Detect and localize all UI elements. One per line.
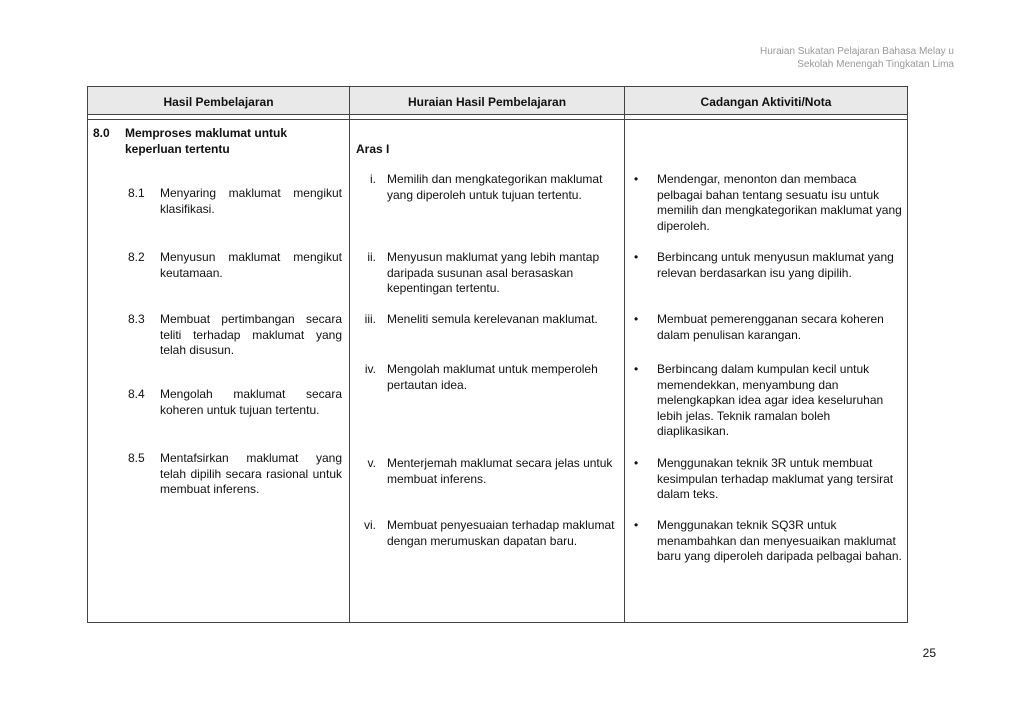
activity-text: Berbincang untuk menyusun maklumat yang relevan berdasarkan isu yang dipilih.: [657, 250, 894, 280]
description-roman: iv.: [364, 362, 376, 376]
main-outcome-number: 8.0: [93, 126, 110, 140]
description-roman: vi.: [364, 518, 376, 532]
description-roman: iii.: [364, 312, 376, 326]
outcome-number: 8.2: [128, 250, 145, 264]
column-divider-2: [624, 86, 625, 623]
bullet-icon: •: [634, 250, 639, 264]
description-roman: ii.: [367, 250, 376, 264]
outcome-number: 8.3: [128, 312, 145, 326]
running-header: [760, 45, 954, 71]
outcome-text: Menyusun maklumat mengikut keutamaan.: [160, 250, 342, 280]
bullet-icon: •: [634, 518, 639, 532]
bullet-icon: •: [634, 312, 639, 326]
activity-text: Menggunakan teknik SQ3R untuk menambahkan dan menyesuaikan maklumat baru yang diperoleh daripada pelbagai bahan.: [657, 518, 902, 563]
description-text: Memilih dan mengkategorikan maklumat yang diperoleh untuk tujuan tertentu.: [387, 172, 603, 202]
outcome-number: 8.5: [128, 451, 145, 465]
description-text: Meneliti semula kerelevanan maklumat.: [387, 312, 598, 326]
column-divider-1: [349, 86, 350, 623]
bullet-icon: •: [634, 362, 639, 376]
description-roman: v.: [367, 456, 376, 470]
outcome-number: 8.1: [128, 186, 145, 200]
header-rule-2: [87, 119, 908, 120]
activity-text: Berbincang dalam kumpulan kecil untuk memendekkan, menyambung dan melengkapkan idea agar idea keseluruhan lebih jelas. Teknik ramalan boleh diaplikasikan.: [657, 362, 884, 438]
running-header-line-2: Sekolah Menengah Tingkatan Lima: [797, 59, 954, 70]
description-roman: i.: [370, 172, 376, 186]
description-text: Menyusun maklumat yang lebih mantap daripada susunan asal berasaskan kepentingan tertentu.: [387, 250, 600, 295]
main-outcome-title: Memproses maklumat untuk keperluan tertentu: [125, 126, 288, 156]
column-header-hasil: Hasil Pembelajaran: [163, 95, 274, 109]
description-text: Mengolah maklumat untuk memperoleh pertautan idea.: [387, 362, 598, 392]
outcome-text: Menyaring maklumat mengikut klasifikasi.: [160, 186, 342, 216]
running-header-line-1: Huraian Sukatan Pelajaran Bahasa Melay u: [759, 46, 954, 57]
outcome-text: Membuat pertimbangan secara teliti terhadap maklumat yang telah disusun.: [160, 312, 342, 357]
outcome-text: Mengolah maklumat secara koheren untuk tujuan tertentu.: [160, 387, 342, 417]
bullet-icon: •: [634, 456, 639, 470]
bullet-icon: •: [634, 172, 639, 186]
description-text: Menterjemah maklumat secara jelas untuk membuat inferens.: [387, 456, 613, 486]
page-number: 25: [922, 646, 936, 660]
column-header-cadangan: Cadangan Aktiviti/Nota: [700, 95, 832, 109]
activity-text: Membuat pemerengganan secara koheren dalam penulisan karangan.: [657, 312, 884, 342]
header-rule-1: [87, 114, 908, 115]
activity-text: Menggunakan teknik 3R untuk membuat kesimpulan terhadap maklumat yang tersirat dalam teks.: [657, 456, 894, 501]
description-text: Membuat penyesuaian terhadap maklumat dengan merumuskan dapatan baru.: [387, 518, 615, 548]
outcome-text: Mentafsirkan maklumat yang telah dipilih secara rasional untuk membuat inferens.: [160, 451, 342, 496]
activity-text: Mendengar, menonton dan membaca pelbagai bahan tentang sesuatu isu untuk memilih dan mengkategorikan maklumat yang diperoleh.: [657, 172, 902, 233]
outcome-number: 8.4: [128, 387, 145, 401]
level-label: Aras I: [356, 142, 390, 156]
column-header-huraian: Huraian Hasil Pembelajaran: [407, 95, 567, 109]
